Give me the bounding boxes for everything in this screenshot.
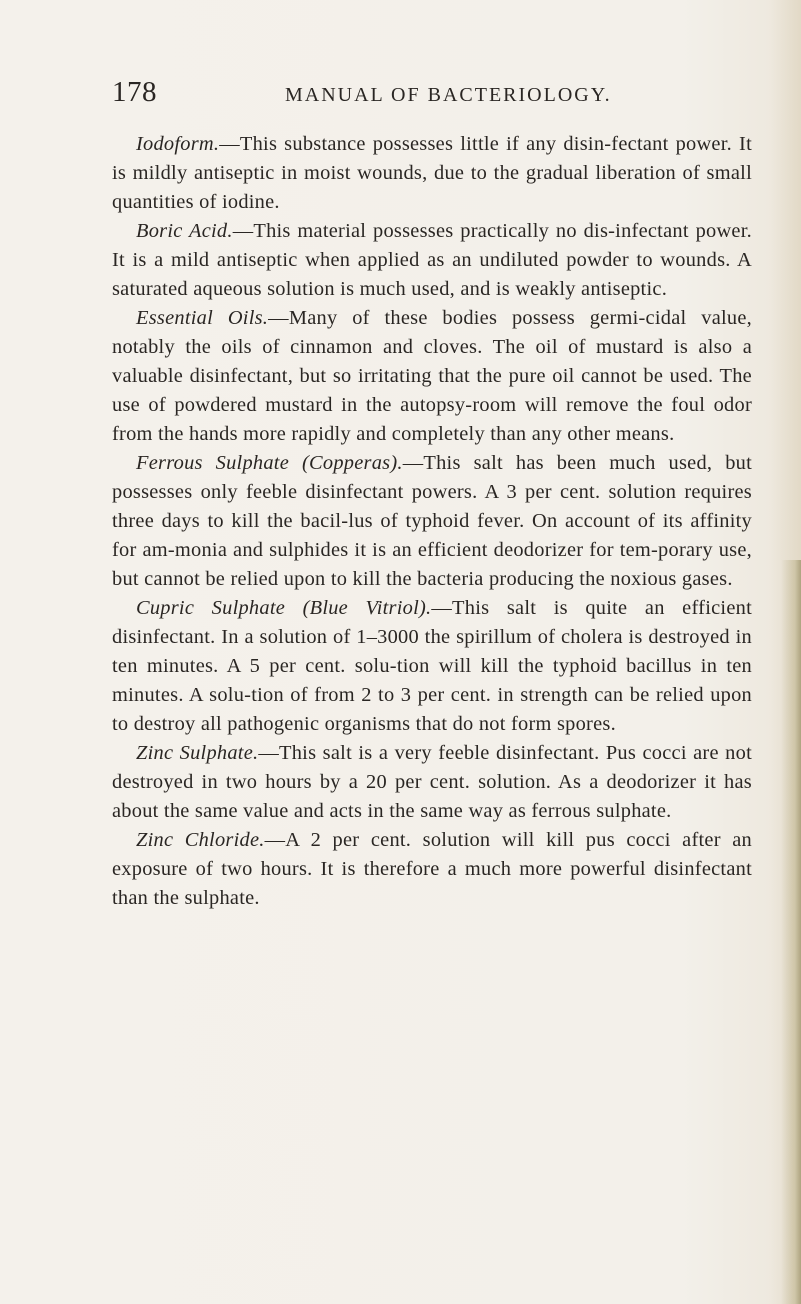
paragraph-text: —Many of these bodies possess germi-cidal value, notably the oils of cinnamon and cloves. The oil of mustard is also a valuable disinfectant, but so irritating that the pure oil cannot be used. The use of powdered mustard in the autopsy-room will remove the foul odor from the hands more rapidly and completely than any other means. <box>112 307 752 445</box>
term-heading: Boric Acid. <box>136 220 233 242</box>
paragraph-text: —This salt has been much used, but possesses only feeble disinfectant powers. A 3 per cent. solution requires three days to kill the bacil-lus of typhoid fever. On account of its affinity for am-monia and sulphides it is an efficient deodorizer for tem-porary use, but cannot be relied upon to kill the bacteria producing the noxious gases. <box>112 452 753 590</box>
paragraph-cupric-sulphate <box>112 594 752 739</box>
page-number: 178 <box>112 76 157 108</box>
term-heading: Zinc Sulphate. <box>136 742 259 764</box>
term-heading: Essential Oils. <box>136 307 269 329</box>
paragraph-zinc-sulphate <box>112 739 752 826</box>
paragraph-text: —This salt is a very feeble disinfectant. Pus cocci are not destroyed in two hours by a 20 per cent. solution. As a deodorizer it has about the same value and acts in the same way as ferrous sulphate. <box>112 742 752 822</box>
paragraph-text: —This salt is quite an efficient disinfectant. In a solution of 1–3000 the spirillum of cholera is destroyed in ten minutes. A 5 per cent. solu-tion will kill the typhoid bacillus in ten minutes. A solu-tion of from 2 to 3 per cent. in strength can be relied upon to destroy all pathogenic organisms that do not form spores. <box>112 597 752 735</box>
paragraph-essential-oils <box>112 304 752 449</box>
body-text <box>112 130 752 913</box>
paragraph-text: —This material possesses practically no dis-infectant power. It is a mild antiseptic when applied as an undiluted powder to wounds. A saturated aqueous solution is much used, and is weakly antiseptic. <box>112 220 752 300</box>
page-edge-shadow <box>781 560 801 1304</box>
term-heading: Cupric Sulphate (Blue Vitriol). <box>136 597 432 619</box>
paragraph-ferrous-sulphate <box>112 449 752 594</box>
running-head: MANUAL OF BACTERIOLOGY. <box>285 84 612 106</box>
term-heading: Zinc Chloride. <box>136 829 265 851</box>
paragraph-iodoform <box>112 130 752 217</box>
paragraph-zinc-chloride <box>112 826 752 913</box>
paragraph-text: —A 2 per cent. solution will kill pus cocci after an exposure of two hours. It is therefore a much more powerful disinfectant than the sulphate. <box>112 829 752 909</box>
term-heading: Ferrous Sulphate (Copperas). <box>136 452 403 474</box>
page-header <box>112 76 752 116</box>
paragraph-text: —This substance possesses little if any disin-fectant power. It is mildly antiseptic in moist wounds, due to the gradual liberation of small quantities of iodine. <box>112 133 752 213</box>
term-heading: Iodoform. <box>136 133 220 155</box>
paragraph-boric-acid <box>112 217 752 304</box>
